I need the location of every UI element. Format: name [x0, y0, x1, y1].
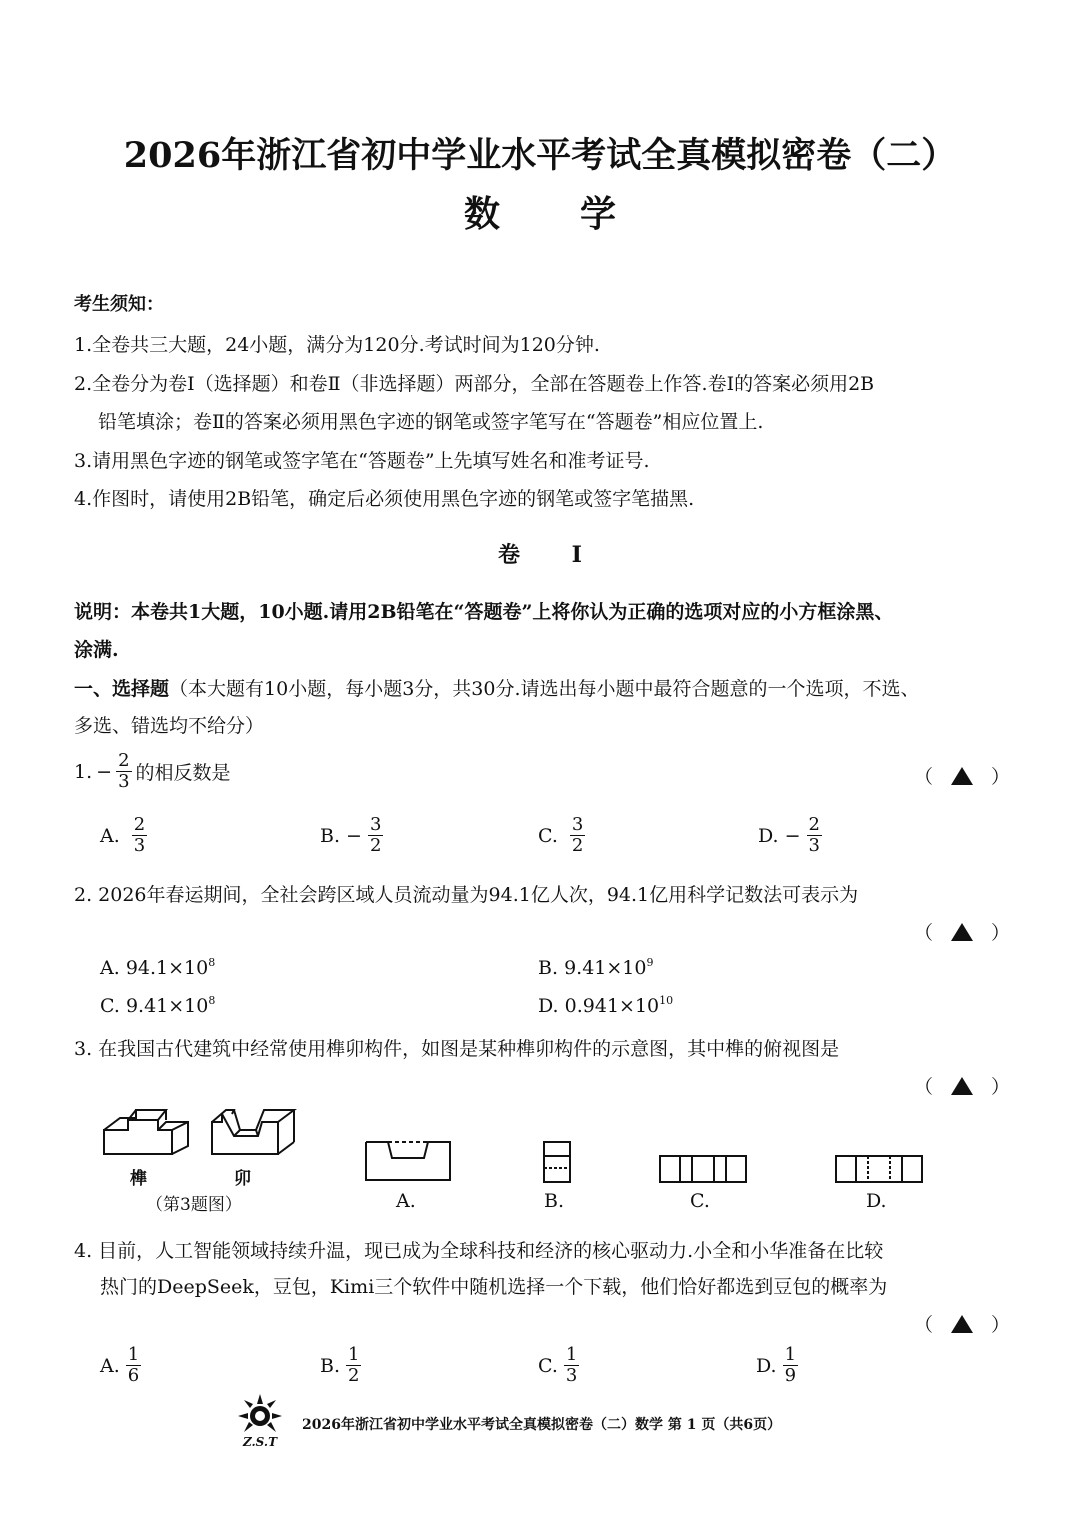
option-fraction [126, 1346, 141, 1385]
notice-item-1: 1.全卷共三大题，24小题，满分为120分.考试时间为120分钟. [74, 334, 600, 356]
q3-option-a-figure [366, 1140, 452, 1182]
juan-heading: 卷 Ⅰ [498, 542, 604, 568]
paren-close: ） [991, 1076, 1011, 1098]
fraction-numerator: 2 [133, 814, 146, 835]
paren-close: ） [991, 1314, 1011, 1336]
option-fraction [807, 816, 822, 855]
q2-option-b [538, 956, 653, 979]
logo-text: Z.S.T [242, 1435, 278, 1449]
option-fraction [132, 816, 147, 855]
option-base: 94.1×10 [125, 957, 209, 979]
q3-option-b-label: B. [544, 1190, 565, 1212]
part-one-desc: （本大题有10小题，每小题3分，共30分.请选出每小题中最符合题意的一个选项，不选、 [169, 678, 920, 700]
answer-blank-3 [914, 1072, 1010, 1099]
paren-close: ） [991, 766, 1011, 788]
q2-option-d [538, 994, 673, 1017]
option-fraction [346, 1346, 361, 1385]
q1-option-d [758, 816, 822, 855]
option-label: B. [538, 957, 559, 979]
fraction-numerator: 1 [565, 1344, 578, 1365]
option-fraction [783, 1346, 798, 1385]
notice-item-3: 3.请用黑色字迹的钢笔或签字笔在“答题卷”上先填写姓名和准考证号. [74, 450, 650, 472]
option-base: 0.941×10 [564, 995, 660, 1017]
q3-option-c-figure [658, 1154, 748, 1184]
fraction-denominator: 3 [118, 771, 130, 792]
question-number: 1. [74, 760, 93, 783]
fraction-denominator: 3 [808, 835, 820, 856]
fraction-denominator: 9 [784, 1365, 797, 1386]
q2-option-c [100, 994, 215, 1017]
fraction-numerator: 3 [571, 814, 584, 835]
page-footer: 2026年浙江省初中学业水平考试全真模拟密卷（二）数学 第 1 页（共6页） [302, 1417, 782, 1433]
figure-caption: （第3题图） [146, 1195, 242, 1215]
option-exponent: 10 [659, 994, 674, 1007]
triangle-icon [951, 1315, 973, 1333]
section-instruction-cont: 涂满. [74, 639, 119, 661]
question-3-stem: 3. 在我国古代建筑中经常使用榫卯构件，如图是某种榫卯构件的示意图，其中榫的俯视图是 [74, 1038, 840, 1060]
subject-title: 数学 [463, 193, 696, 235]
q4-option-c [538, 1346, 579, 1385]
option-fraction [564, 1346, 579, 1385]
answer-blank-4 [914, 1310, 1010, 1337]
q3-option-b-figure [542, 1140, 572, 1184]
question-4-stem: 4. 目前，人工智能领域持续升温，现已成为全球科技和经济的核心驱动力.小全和小华准备在比较 [74, 1240, 884, 1262]
q4-option-b [320, 1346, 361, 1385]
notice-item-2-cont: 铅笔填涂；卷Ⅱ的答案必须用黑色字迹的钢笔或签字笔写在“答题卷”相应位置上. [98, 411, 764, 433]
exam-title: 2026年浙江省初中学业水平考试全真模拟密卷（二） [123, 135, 957, 176]
part-one-title: 一、选择题 [74, 678, 170, 700]
option-label: D. [758, 824, 779, 847]
paren-open: （ [914, 766, 934, 788]
q3-option-d-figure [834, 1154, 924, 1184]
notice-item-2: 2.全卷分为卷Ⅰ（选择题）和卷Ⅱ（非选择题）两部分，全部在答题卷上作答.卷Ⅰ的答案必须用2B [74, 373, 875, 395]
option-fraction [368, 816, 383, 855]
q1-option-c [538, 816, 585, 855]
option-label: D. [756, 1354, 777, 1377]
section-instruction: 说明：本卷共1大题，10小题.请用2B铅笔在“答题卷”上将你认为正确的选项对应的小方框涂黑、 [74, 601, 894, 623]
paren-open: （ [914, 922, 934, 944]
option-label: C. [538, 1354, 558, 1377]
q3-option-a-label: A. [396, 1190, 416, 1212]
notice-heading: 考生须知： [74, 294, 164, 315]
mortise-figure [212, 1108, 298, 1160]
fraction-numerator: 2 [118, 750, 130, 771]
question-1-tail: 的相反数是 [135, 762, 231, 784]
option-label: C. [100, 995, 120, 1017]
answer-blank-2 [914, 918, 1010, 945]
option-label: B. [320, 1354, 341, 1377]
option-label: D. [538, 995, 559, 1017]
paren-open: （ [914, 1076, 934, 1098]
fraction-denominator: 3 [133, 835, 146, 856]
option-exponent: 8 [208, 956, 216, 969]
q1-option-b [320, 816, 383, 855]
part-one-desc-cont: 多选、错选均不给分） [74, 715, 265, 737]
option-exponent: 9 [646, 956, 654, 969]
fraction [116, 752, 131, 791]
q4-option-d [756, 1346, 798, 1385]
paren-open: （ [914, 1314, 934, 1336]
fraction-denominator: 6 [127, 1365, 140, 1386]
q4-option-a [100, 1346, 141, 1385]
paren-close: ） [991, 922, 1011, 944]
fraction-denominator: 2 [369, 835, 382, 856]
tenon-label: 榫 [130, 1169, 147, 1189]
fraction-denominator: 3 [565, 1365, 578, 1386]
notice-item-4: 4.作图时，请使用2B铅笔，确定后必须使用黑色字迹的钢笔或签字笔描黑. [74, 488, 695, 510]
option-label: A. [100, 1354, 120, 1377]
option-fraction [570, 816, 585, 855]
fraction-denominator: 2 [348, 1365, 360, 1386]
fraction-numerator: 2 [808, 814, 820, 835]
fraction-numerator: 1 [348, 1344, 360, 1365]
option-base: 9.41×10 [564, 957, 647, 979]
tenon-figure [104, 1108, 190, 1160]
fraction-numerator: 1 [784, 1344, 797, 1365]
minus-sign: − [96, 760, 113, 783]
q3-option-c-label: C. [690, 1190, 710, 1212]
triangle-icon [951, 1077, 973, 1095]
part-one-line1 [74, 674, 920, 701]
triangle-icon [951, 767, 973, 785]
option-label: C. [538, 824, 558, 847]
fraction-numerator: 3 [369, 814, 382, 835]
option-label: A. [100, 824, 120, 847]
question-1-stem [74, 752, 231, 791]
question-2-stem: 2. 2026年春运期间，全社会跨区域人员流动量为94.1亿人次，94.1亿用科学记数法可表示为 [74, 884, 859, 906]
triangle-icon [951, 923, 973, 941]
fraction-denominator: 2 [571, 835, 584, 856]
option-exponent: 8 [208, 994, 216, 1007]
publisher-logo-icon [232, 1394, 288, 1450]
question-4-stem-cont: 热门的DeepSeek，豆包，Kimi三个软件中随机选择一个下载，他们恰好都选到豆包的概率为 [100, 1276, 888, 1298]
q2-option-a [100, 956, 215, 979]
q3-option-d-label: D. [866, 1190, 887, 1212]
q1-option-a [100, 816, 147, 855]
mortise-label: 卯 [234, 1169, 251, 1189]
option-sign: − [784, 824, 801, 847]
option-sign: − [346, 824, 362, 847]
answer-blank-1 [914, 762, 1010, 789]
option-label: A. [100, 957, 120, 979]
fraction-numerator: 1 [127, 1344, 140, 1365]
option-base: 9.41×10 [125, 995, 209, 1017]
option-label: B. [320, 824, 341, 847]
